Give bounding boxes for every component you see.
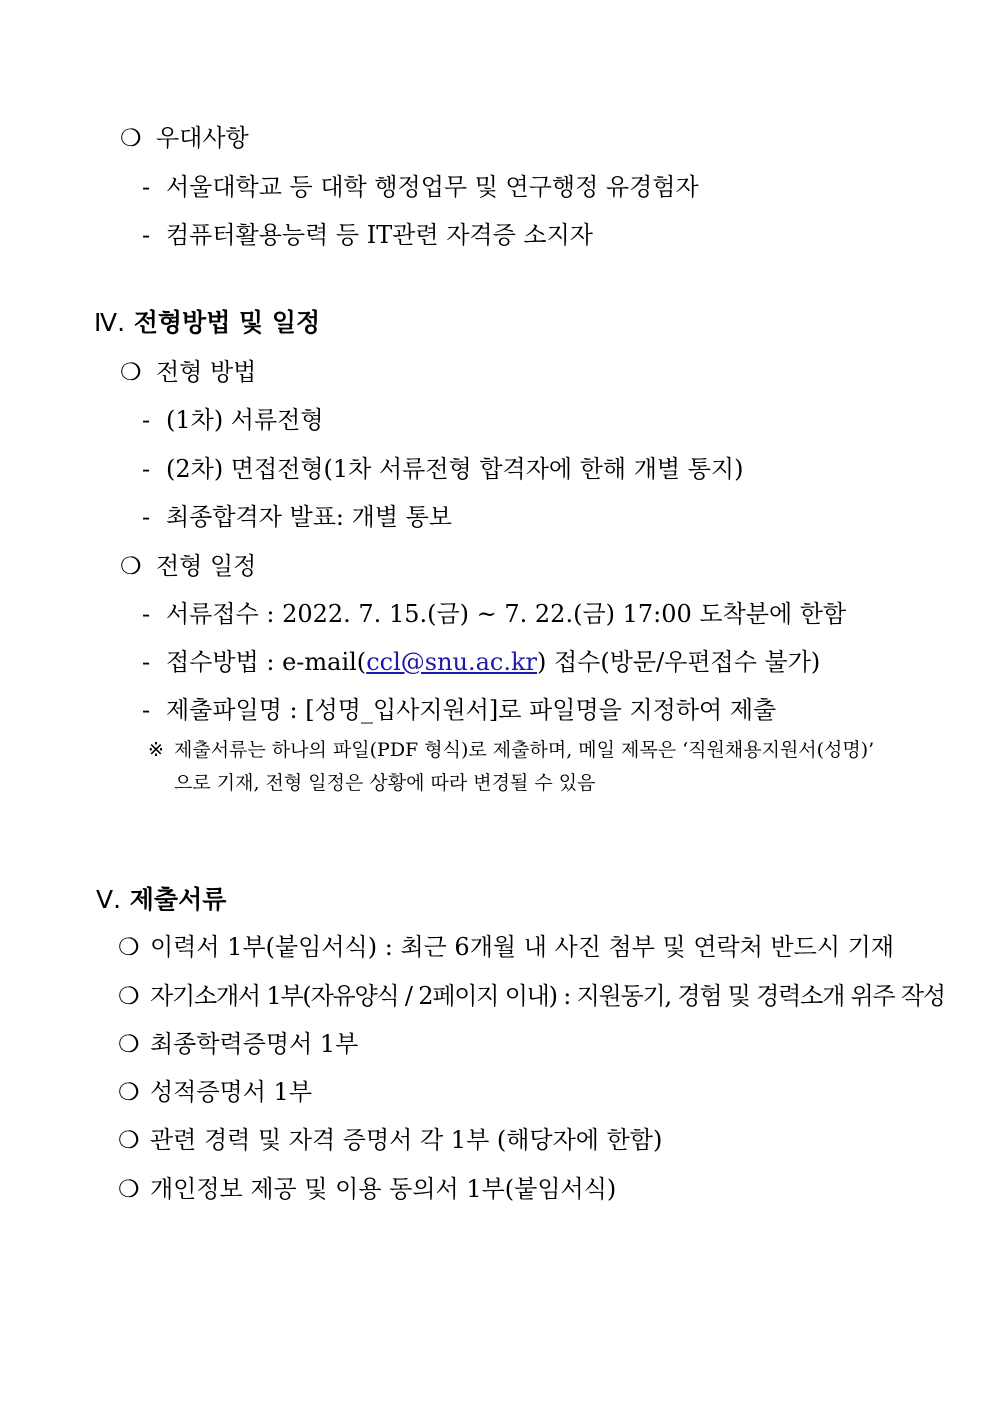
method-heading: ❍ 전형 방법 [120, 358, 257, 386]
preference-heading [120, 123, 249, 153]
section-5-numeral: Ⅴ. [96, 885, 122, 914]
circle-bullet-icon: ❍ [118, 1175, 140, 1203]
list-item: - (2차) 면접전형(1차 서류전형 합격자에 한해 개별 통지) [142, 455, 744, 483]
section-4-numeral: Ⅳ. [94, 308, 126, 337]
reference-mark-icon: ※ [148, 739, 164, 761]
circle-bullet-icon: ❍ [118, 1078, 140, 1106]
section-4-heading [94, 308, 320, 338]
dash-icon: - [142, 600, 151, 628]
preference-title: 우대사항 [156, 124, 249, 152]
dash-icon: - [142, 696, 151, 724]
schedule-heading: ❍ 전형 일정 [120, 552, 257, 580]
circle-bullet-icon: ❍ [118, 1030, 140, 1058]
circle-bullet-icon: ❍ [118, 982, 140, 1010]
section-5-heading [96, 885, 226, 915]
dash-icon: - [142, 221, 151, 249]
list-item: ❍ 자기소개서 1부(자유양식 / 2페이지 이내) : 지원동기, 경험 및 경력소개 위주 작성 [118, 982, 945, 1010]
list-item: - 제출파일명 : [성명_입사지원서]로 파일명을 지정하여 제출 [142, 696, 777, 724]
list-item: ❍ 이력서 1부(붙임서식) : 최근 6개월 내 사진 첨부 및 연락처 반드시 기재 [118, 933, 895, 961]
dash-icon: - [142, 173, 151, 201]
list-item: - 컴퓨터활용능력 등 IT관련 자격증 소지자 [142, 221, 593, 249]
list-item: - 서류접수 : 2022. 7. 15.(금) ~ 7. 22.(금) 17:00 도착분에 한함 [142, 600, 847, 628]
section-5-title: 제출서류 [129, 885, 227, 914]
list-item: ❍ 관련 경력 및 자격 증명서 각 1부 (해당자에 한함) [118, 1126, 663, 1154]
note-line-1: ※ 제출서류는 하나의 파일(PDF 형식)로 제출하며, 메일 제목은 ‘직원채용지원서(성명)’ [148, 739, 875, 761]
dash-icon: - [142, 406, 151, 434]
list-item: - 서울대학교 등 대학 행정업무 및 연구행정 유경험자 [142, 173, 699, 201]
note-line-2: 으로 기재, 전형 일정은 상황에 따라 변경될 수 있음 [174, 772, 596, 794]
list-item: - (1차) 서류전형 [142, 406, 324, 434]
list-item: ❍ 성적증명서 1부 [118, 1078, 313, 1106]
list-item: - 최종합격자 발표: 개별 통보 [142, 503, 452, 531]
dash-icon: - [142, 648, 151, 676]
list-item: - 접수방법 : e-mail(ccl@snu.ac.kr) 접수(방문/우편접수 불가) [142, 648, 821, 676]
dash-icon: - [142, 503, 151, 531]
circle-bullet-icon: ❍ [118, 933, 140, 961]
list-item: ❍ 개인정보 제공 및 이용 동의서 1부(붙임서식) [118, 1175, 617, 1203]
dash-icon: - [142, 455, 151, 483]
circle-bullet-icon: ❍ [118, 1126, 140, 1154]
circle-bullet-icon: ❍ [120, 124, 142, 152]
list-item: ❍ 최종학력증명서 1부 [118, 1030, 359, 1058]
section-4-title: 전형방법 및 일정 [133, 308, 321, 337]
email-link[interactable]: ccl@snu.ac.kr [366, 648, 537, 676]
circle-bullet-icon: ❍ [120, 358, 142, 386]
circle-bullet-icon: ❍ [120, 552, 142, 580]
